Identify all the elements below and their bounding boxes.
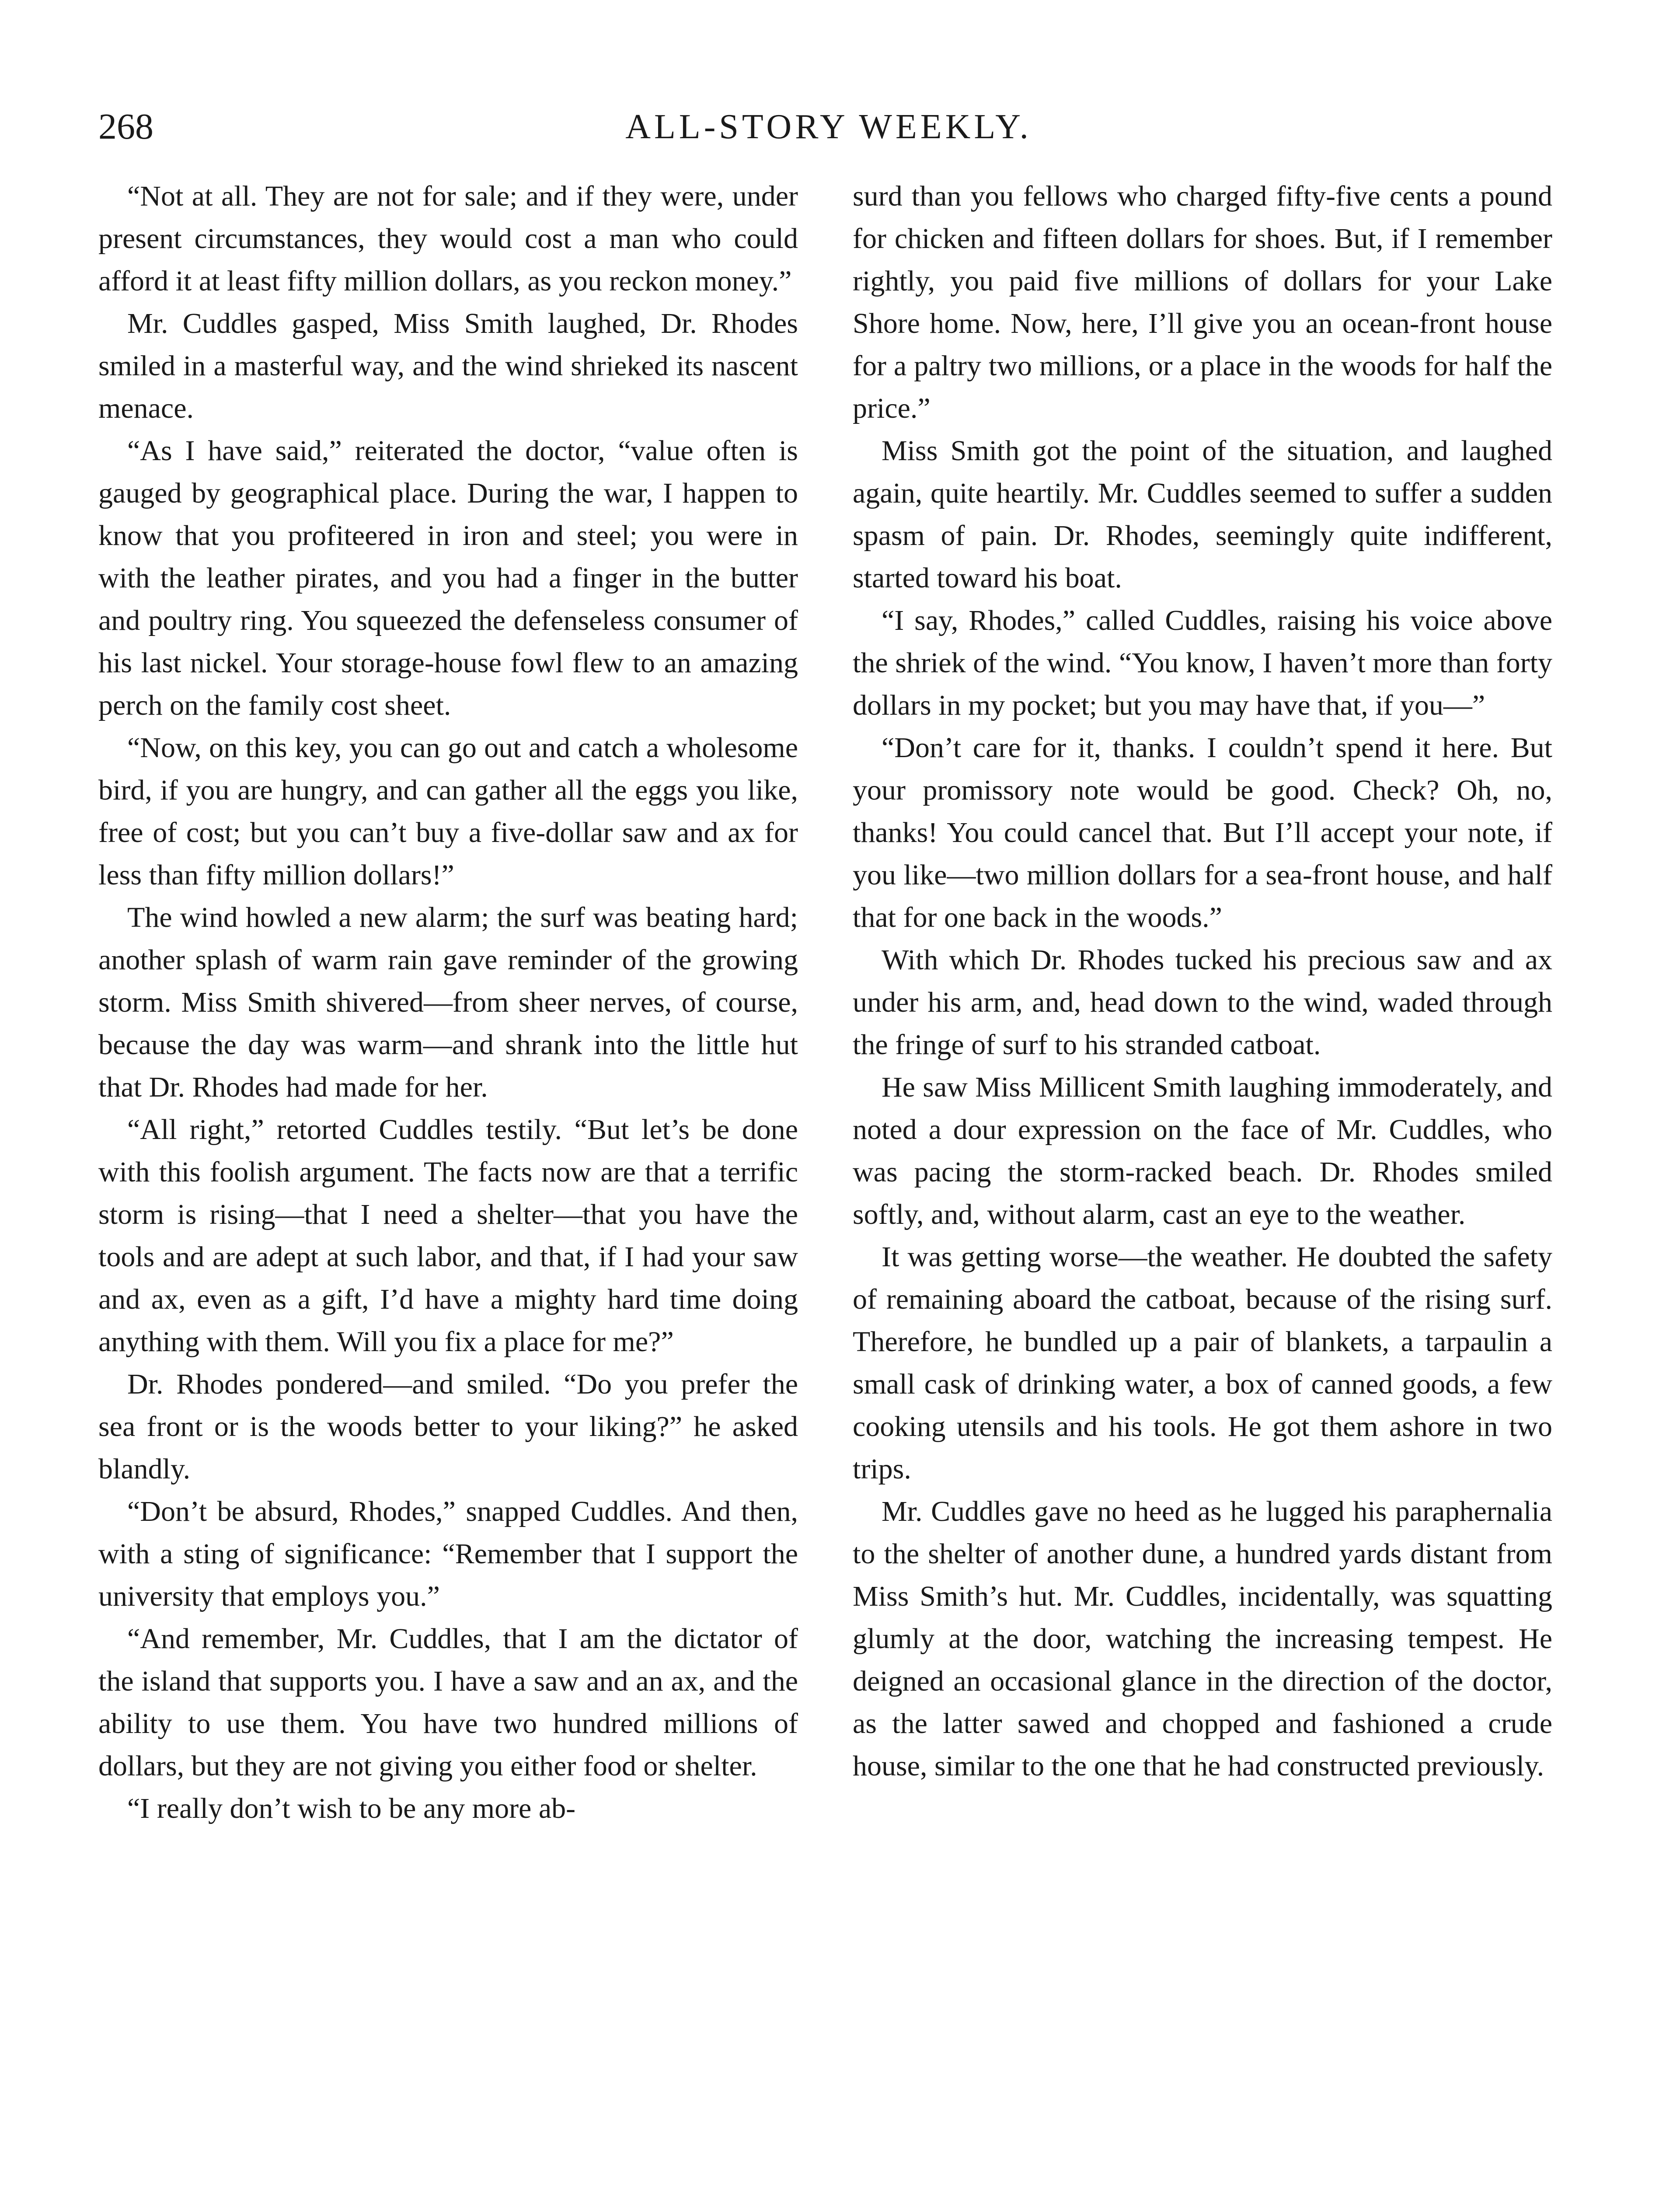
paragraph: Mr. Cuddles gasped, Miss Smith laughed, Dr. Rhodes smiled in a masterful way, and the wind shrieked its nascent menace. (98, 307, 798, 424)
paragraph: The wind howled a new alarm; the surf was beating hard; another splash of warm rain gave reminder of the growing storm. Miss Smith shivered—from sheer nerves, of course, because the day was warm—and shrank into the little hut that Dr. Rhodes had made for her. (98, 901, 798, 1103)
paragraph: “All right,” retorted Cuddles testily. “But let’s be done with this foolish argument. The facts now are that a terrific storm is rising—that I need a shelter—that you have the tools and are adept at such labor, and that, if I had your saw and ax, even as a gift, I’d have a mighty hard time doing anything with them. Will you fix a place for me?” (98, 1114, 798, 1358)
paragraph: “Now, on this key, you can go out and catch a wholesome bird, if you are hungry, and can gather all the eggs you like, free of cost; but you can’t buy a five-dollar saw and ax for less than fifty million dollars!” (98, 732, 798, 891)
paragraph: “Not at all. They are not for sale; and if they were, under present circumstances, they would cost a man who could afford it at least fifty million dollars, as you reckon money.” (98, 180, 798, 297)
paragraph: “As I have said,” reiterated the doctor, “value often is gauged by geographical place. During the war, I happen to know that you profiteered in iron and steel; you were in with the leather pirates, and you had a finger in the butter and poultry ring. You squeezed the defenseless consumer of his last nickel. Your storage-house fowl flew to an amazing perch on the family cost sheet. (98, 435, 798, 721)
paragraph: He saw Miss Millicent Smith laughing immoderately, and noted a dour expression on the face of Mr. Cuddles, who was pacing the storm-racked beach. Dr. Rhodes smiled softly, and, without alarm, cast an eye to the weather. (853, 1071, 1552, 1230)
right-column (853, 175, 1552, 1787)
page-header (98, 103, 1559, 151)
paragraph: “I say, Rhodes,” called Cuddles, raising his voice above the shriek of the wind. “You know, I haven’t more than forty dollars in my pocket; but you may have that, if you—” (853, 604, 1552, 721)
left-column (98, 175, 798, 1830)
paragraph: It was getting worse—the weather. He doubted the safety of remaining aboard the catboat, because of the rising surf. Therefore, he bundled up a pair of blankets, a tarpaulin a small cask of drinking water, a box of canned goods, a few cooking utensils and his tools. He got them ashore in two trips. (853, 1241, 1552, 1485)
paragraph: Mr. Cuddles gave no heed as he lugged his paraphernalia to the shelter of another dune, a hundred yards distant from Miss Smith’s hut. Mr. Cuddles, incidentally, was squatting glumly at the door, watching the increasing tempest. He deigned an occasional glance in the direction of the doctor, as the latter sawed and chopped and fashioned a crude house, similar to the one that he had constructed previously. (853, 1495, 1552, 1782)
running-head: ALL-STORY WEEKLY. (625, 108, 1032, 146)
paragraph: Miss Smith got the point of the situation, and laughed again, quite heartily. Mr. Cuddles seemed to suffer a sudden spasm of pain. Dr. Rhodes, seemingly quite indifferent, started toward his boat. (853, 435, 1552, 594)
paragraph: “I really don’t wish to be any more ab- (127, 1792, 576, 1824)
paragraph: With which Dr. Rhodes tucked his precious saw and ax under his arm, and, head down to the wind, waded through the fringe of surf to his stranded catboat. (853, 944, 1552, 1061)
paragraph-continued: surd than you fellows who charged fifty-five cents a pound for chicken and fifteen dollars for shoes. But, if I remember rightly, you paid five millions of dollars for your Lake Shore home. Now, here, I’ll give you an ocean-front house for a paltry two millions, or a place in the woods for half the price.” (853, 180, 1552, 424)
paragraph: Dr. Rhodes pondered—and smiled. “Do you prefer the sea front or is the woods better to your liking?” he asked blandly. (98, 1368, 798, 1485)
paragraph: “Don’t care for it, thanks. I couldn’t spend it here. But your promissory note would be good. Check? Oh, no, thanks! You could cancel that. But I’ll accept your note, if you like—two million dollars for a sea-front house, and half that for one back in the woods.” (853, 732, 1552, 933)
page-number: 268 (98, 106, 153, 147)
paragraph: “Don’t be absurd, Rhodes,” snapped Cuddles. And then, with a sting of significance: “Remember that I support the university that employs you.” (98, 1495, 798, 1612)
paragraph: “And remember, Mr. Cuddles, that I am the dictator of the island that supports you. I have a saw and an ax, and the ability to use them. You have two hundred millions of dollars, but they are not giving you either food or shelter. (98, 1623, 798, 1782)
